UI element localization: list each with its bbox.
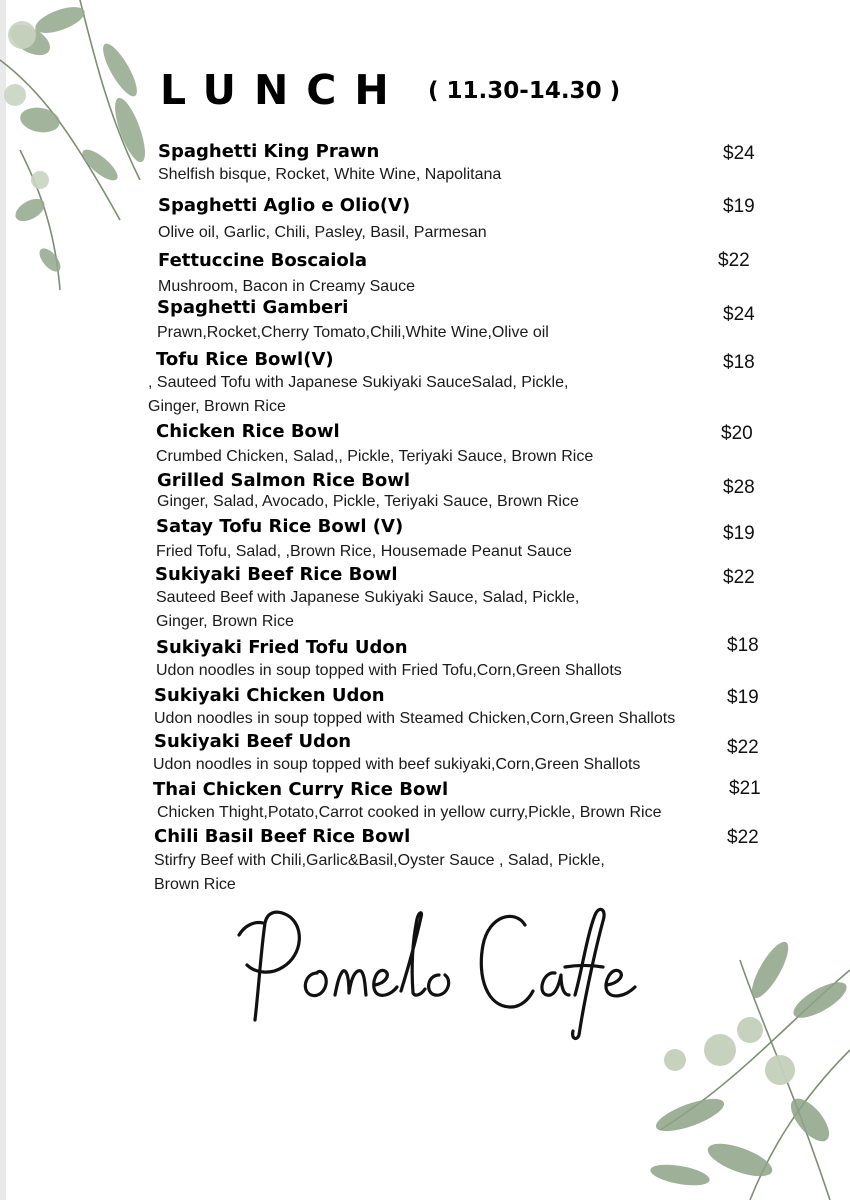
item-description: Fried Tofu, Salad, ,Brown Rice, Housemade Peanut Sauce [156, 543, 572, 560]
item-description: Mushroom, Bacon in Creamy Sauce [158, 278, 415, 295]
item-name: Sukiyaki Fried Tofu Udon [156, 637, 408, 658]
item-name: Spaghetti Aglio e Olio(V) [158, 195, 411, 216]
item-price: $22 [727, 827, 759, 848]
item-description: Chicken Thight,Potato,Carrot cooked in yellow curry,Pickle, Brown Rice [157, 804, 662, 821]
item-price: $18 [723, 352, 755, 373]
item-description: Udon noodles in soup topped with Steamed Chicken,Corn,Green Shallots [154, 710, 676, 727]
item-price: $21 [729, 778, 761, 799]
item-price: $18 [727, 635, 759, 656]
item-description: Udon noodles in soup topped with Fried Tofu,Corn,Green Shallots [156, 662, 622, 679]
item-description: Sauteed Beef with Japanese Sukiyaki Sauce, Salad, Pickle, Ginger, Brown Rice [156, 589, 580, 630]
item-description: Udon noodles in soup topped with beef sukiyaki,Corn,Green Shallots [153, 756, 641, 773]
item-name: Chili Basil Beef Rice Bowl [154, 826, 411, 847]
item-description: Shelfish bisque, Rocket, White Wine, Napolitana [158, 166, 502, 183]
item-name: Sukiyaki Chicken Udon [154, 685, 385, 706]
item-name: Spaghetti Gamberi [157, 297, 349, 318]
item-name: Sukiyaki Beef Udon [154, 731, 352, 752]
item-price: $28 [723, 477, 755, 498]
item-name: Fettuccine Boscaiola [158, 250, 368, 271]
item-description: Stirfry Beef with Chili,Garlic&Basil,Oyster Sauce , Salad, Pickle, Brown Rice [154, 852, 605, 893]
item-description: , Sauteed Tofu with Japanese Sukiyaki SauceSalad, Pickle, Ginger, Brown Rice [148, 374, 569, 415]
item-price: $22 [727, 737, 759, 758]
item-name: Chicken Rice Bowl [156, 421, 340, 442]
pomelo-cafe-logo-icon [225, 895, 665, 1045]
item-name: Spaghetti King Prawn [158, 141, 380, 162]
item-price: $24 [723, 304, 755, 325]
menu-title: LUNCH [160, 66, 407, 114]
menu-hours: ( 11.30-14.30 ) [428, 78, 621, 104]
item-description: Crumbed Chicken, Salad,, Pickle, Teriyaki Sauce, Brown Rice [156, 448, 594, 465]
item-name: Satay Tofu Rice Bowl (V) [156, 516, 404, 537]
item-price: $19 [723, 523, 755, 544]
item-price: $22 [718, 250, 750, 271]
item-price: $24 [723, 143, 755, 164]
item-description: Ginger, Salad, Avocado, Pickle, Teriyaki Sauce, Brown Rice [157, 493, 579, 510]
item-name: Tofu Rice Bowl(V) [156, 349, 334, 370]
item-description: Prawn,Rocket,Cherry Tomato,Chili,White Wine,Olive oil [157, 324, 549, 341]
item-price: $22 [723, 567, 755, 588]
item-price: $19 [727, 687, 759, 708]
item-name: Thai Chicken Curry Rice Bowl [153, 779, 449, 800]
item-price: $20 [721, 423, 753, 444]
item-name: Grilled Salmon Rice Bowl [157, 470, 411, 491]
item-price: $19 [723, 196, 755, 217]
item-description: Olive oil, Garlic, Chili, Pasley, Basil, Parmesan [158, 224, 487, 241]
item-name: Sukiyaki Beef Rice Bowl [155, 564, 398, 585]
